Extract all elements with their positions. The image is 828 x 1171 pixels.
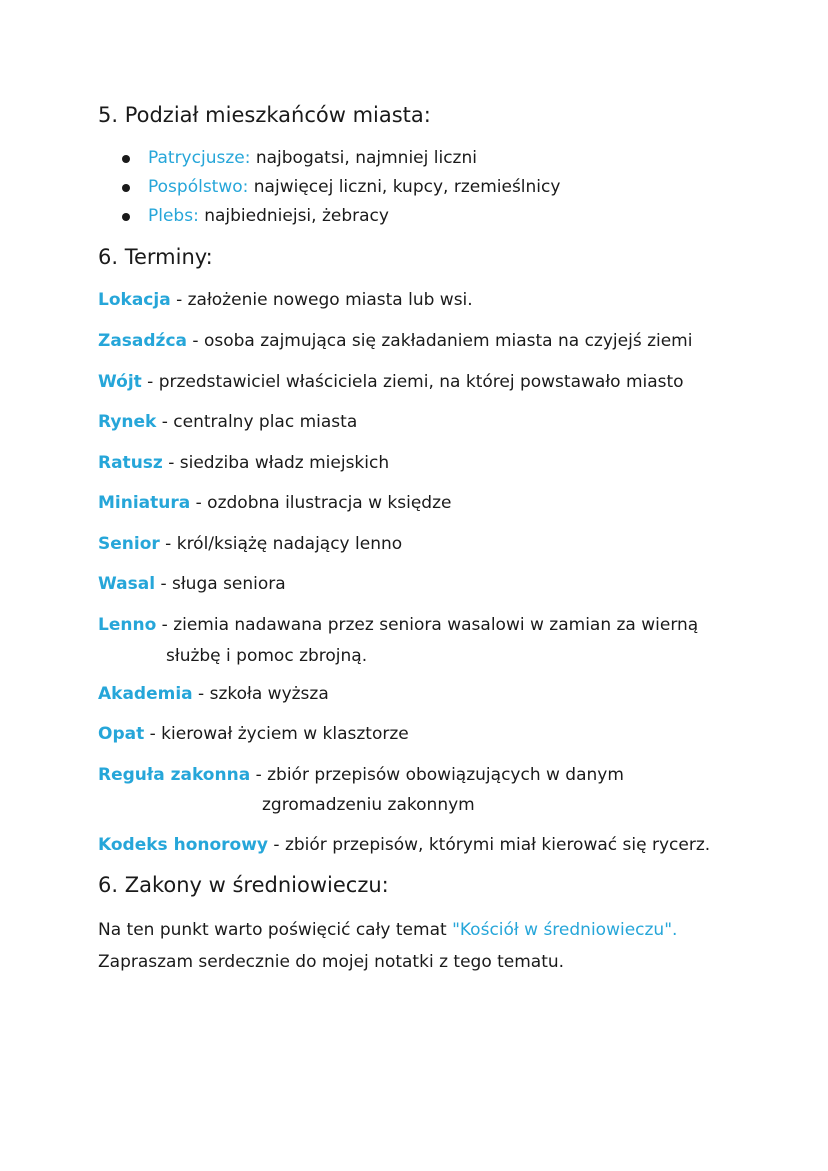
- list-item: [120, 144, 560, 173]
- term-definition: - zbiór przepisów, którymi miał kierować się rycerz.: [268, 835, 711, 855]
- term-definition: - centralny plac miasta: [156, 412, 358, 432]
- term-row: [98, 367, 684, 397]
- term-name: Kodeks honorowy: [98, 835, 269, 855]
- residents-list: [120, 144, 560, 231]
- term-name: Lenno: [98, 615, 157, 635]
- term-name: Reguła zakonna: [98, 765, 251, 785]
- term-definition: - osoba zajmująca się zakładaniem miasta na czyjejś ziemi: [187, 331, 693, 351]
- section-6-heading: 6. Terminy:: [98, 245, 213, 269]
- term-name: Wasal: [98, 574, 156, 594]
- term-name: Senior: [98, 534, 160, 554]
- term-row: [98, 679, 329, 709]
- list-item: [120, 202, 560, 231]
- term-row: [98, 407, 357, 437]
- term-definition-continuation: zgromadzeniu zakonnym: [262, 795, 475, 815]
- term-name: Rynek: [98, 412, 157, 432]
- term-row: [98, 326, 692, 356]
- term-name: Ratusz: [98, 453, 163, 473]
- section-5-heading: 5. Podział mieszkańców miasta:: [98, 103, 431, 127]
- term-row: [98, 719, 409, 749]
- term-row: [98, 285, 473, 315]
- term-definition: - ozdobna ilustracja w księdze: [190, 493, 452, 513]
- term-name: Akademia: [98, 684, 193, 704]
- term-definition: - sługa seniora: [155, 574, 286, 594]
- list-item-label: Pospólstwo:: [148, 177, 249, 197]
- term-row: [98, 610, 698, 640]
- term-name: Wójt: [98, 372, 142, 392]
- term-definition: - siedziba władz miejskich: [162, 453, 390, 473]
- term-name: Lokacja: [98, 290, 171, 310]
- term-name: Zasadźca: [98, 331, 188, 351]
- term-definition: - ziemia nadawana przez seniora wasalowi w zamian za wierną: [156, 615, 699, 635]
- paragraph-text: Na ten punkt warto poświęcić cały temat: [98, 920, 453, 940]
- term-definition: - kierował życiem w klasztorze: [144, 724, 409, 744]
- term-name: Opat: [98, 724, 145, 744]
- list-item: [120, 173, 560, 202]
- list-item-text: najwięcej liczni, kupcy, rzemieślnicy: [248, 177, 561, 197]
- note-reference-link[interactable]: "Kościół w średniowieczu".: [452, 920, 678, 940]
- paragraph-line: Zapraszam serdecznie do mojej notatki z tego tematu.: [98, 952, 565, 972]
- list-item-label: Plebs:: [148, 206, 199, 226]
- term-name: Miniatura: [98, 493, 191, 513]
- bullet-icon: [122, 184, 130, 192]
- term-definition: - zbiór przepisów obowiązujących w danym: [250, 765, 624, 785]
- term-row: [98, 569, 286, 599]
- paragraph-line: [98, 914, 677, 946]
- list-item-text: najbogatsi, najmniej liczni: [250, 148, 477, 168]
- term-row: [98, 760, 624, 790]
- section-orders-heading: 6. Zakony w średniowieczu:: [98, 873, 389, 897]
- list-item-text: najbiedniejsi, żebracy: [198, 206, 389, 226]
- bullet-icon: [122, 155, 130, 163]
- term-row: [98, 529, 402, 559]
- term-definition: - szkoła wyższa: [192, 684, 329, 704]
- bullet-icon: [122, 213, 130, 221]
- term-definition: - założenie nowego miasta lub wsi.: [170, 290, 473, 310]
- term-definition-continuation: służbę i pomoc zbrojną.: [166, 646, 368, 666]
- term-row: [98, 488, 452, 518]
- term-definition: - przedstawiciel właściciela ziemi, na której powstawało miasto: [141, 372, 684, 392]
- term-row: [98, 448, 389, 478]
- list-item-label: Patrycjusze:: [148, 148, 251, 168]
- term-definition: - król/książę nadający lenno: [159, 534, 403, 554]
- term-row: [98, 830, 710, 860]
